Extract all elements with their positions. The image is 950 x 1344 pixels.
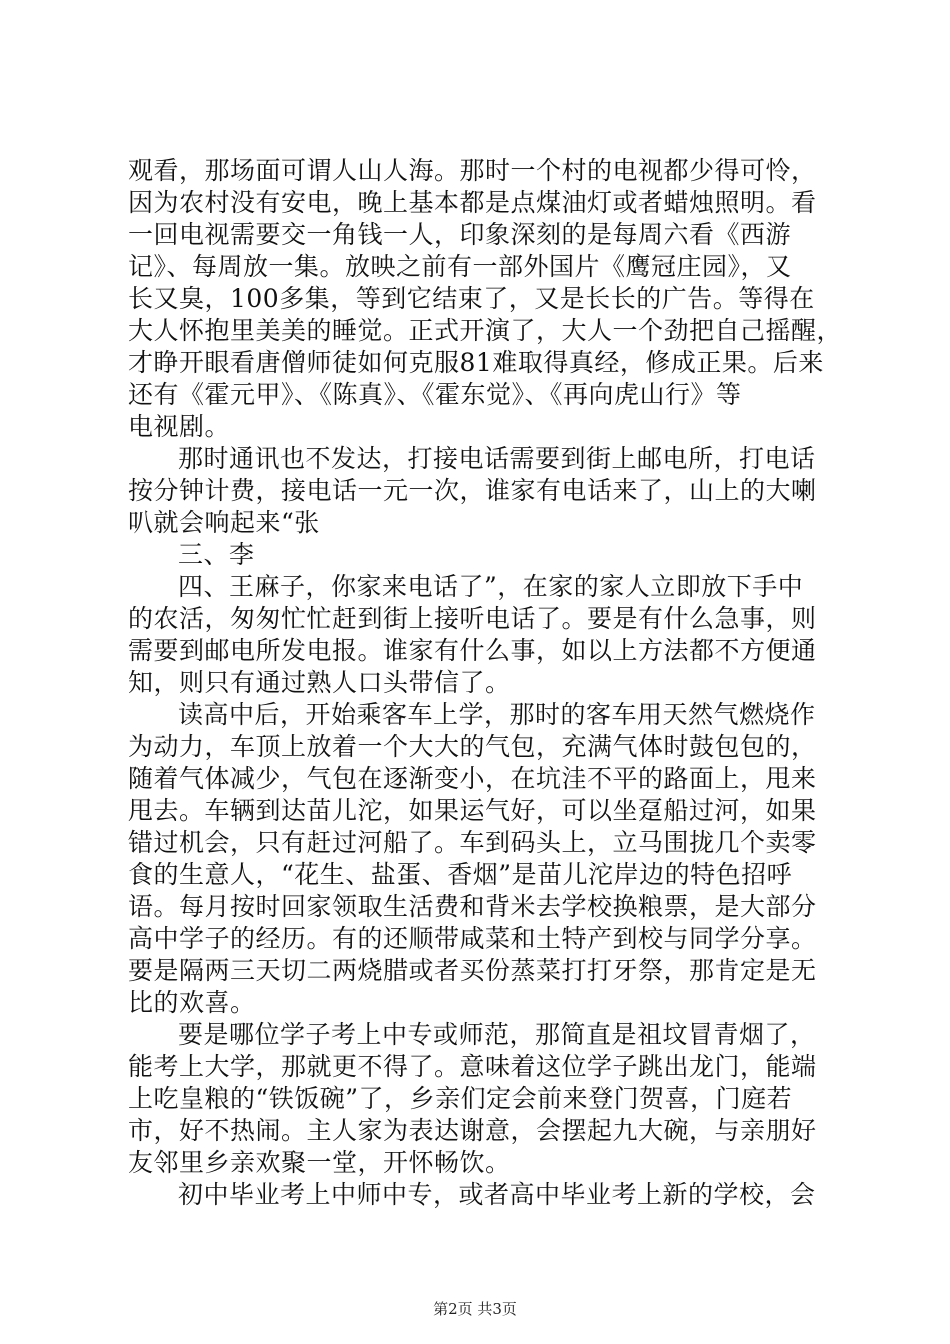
text-line: 为动力，车顶上放着一个大大的气包，充满气体时鼓包包的， [128, 732, 817, 761]
text-line: 四、王麻子，你家来电话了”，在家的家人立即放下手中 [178, 572, 804, 601]
text-line: 按分钟计费，接电话一元一次，谁家有电话来了，山上的大喇 [128, 476, 817, 505]
text-line: 知，则只有通过熟人口头带信了。 [128, 668, 511, 697]
text-line: 要是哪位学子考上中专或师范，那简直是祖坟冒青烟了， [178, 1020, 816, 1049]
text-line: 市，好不热闹。主人家为表达谢意，会摆起九大碗，与亲朋好 [128, 1116, 817, 1145]
text-line: 比的欢喜。 [128, 988, 256, 1017]
page-footer [0, 1298, 950, 1319]
page-number: 第2页 共3页 [433, 1300, 517, 1318]
text-line: 那时通讯也不发达，打接电话需要到街上邮电所，打电话 [178, 444, 816, 473]
text-line: 友邻里乡亲欢聚一堂，开怀畅饮。 [128, 1148, 511, 1177]
text-line: 语。每月按时回家领取生活费和背米去学校换粮票，是大部分 [128, 892, 817, 921]
text-line: 随着气体减少，气包在逐渐变小，在坑洼不平的路面上，甩来 [128, 764, 817, 793]
text-line: 长又臭，100多集，等到它结束了，又是长长的广告。等得在 [128, 284, 815, 313]
text-line: 上吃皇粮的“铁饭碗”了，乡亲们定会前来登门贺喜，门庭若 [128, 1084, 793, 1113]
text-line: 食的生意人，“花生、盐蛋、香烟”是苗儿沱岸边的特色招呼 [128, 860, 793, 889]
text-line: 需要到邮电所发电报。谁家有什么事，如以上方法都不方便通 [128, 636, 817, 665]
text-line: 记》、每周放一集。放映之前有一部外国片《鹰冠庄园》，又 [128, 252, 792, 281]
text-line: 要是隔两三天切二两烧腊或者买份蒸菜打打牙祭，那肯定是无 [128, 956, 817, 985]
text-line: 一回电视需要交一角钱一人，印象深刻的是每周六看《西游 [128, 220, 792, 249]
text-line: 还有《霍元甲》、《陈真》、《霍东觉》、《再向虎山行》等 [128, 380, 742, 409]
text-line: 观看，那场面可谓人山人海。那时一个村的电视都少得可怜， [128, 156, 817, 185]
text-line: 读高中后，开始乘客车上学，那时的客车用天然气燃烧作 [178, 700, 816, 729]
text-line: 因为农村没有安电，晚上基本都是点煤油灯或者蜡烛照明。看 [128, 188, 817, 217]
text-line: 三、李 [178, 540, 255, 569]
text-line: 初中毕业考上中师中专，或者高中毕业考上新的学校，会 [178, 1180, 816, 1209]
text-line: 才睁开眼看唐僧师徒如何克服81难取得真经，修成正果。后来 [128, 348, 824, 377]
text-line: 甩去。车辆到达苗儿沱，如果运气好，可以坐趸船过河，如果 [128, 796, 817, 825]
text-line: 高中学子的经历。有的还顺带咸菜和土特产到校与同学分享。 [128, 924, 817, 953]
text-line: 电视剧。 [128, 412, 231, 441]
document-body [128, 155, 843, 1211]
text-line: 能考上大学，那就更不得了。意味着这位学子跳出龙门，能端 [128, 1052, 817, 1081]
text-line: 的农活，匆匆忙忙赶到街上接听电话了。要是有什么急事，则 [128, 604, 817, 633]
text-line: 大人怀抱里美美的睡觉。正式开演了，大人一个劲把自己摇醒， [128, 316, 843, 345]
text-line: 错过机会，只有赶过河船了。车到码头上，立马围拢几个卖零 [128, 828, 817, 857]
text-line: 叭就会响起来“张 [128, 508, 320, 537]
